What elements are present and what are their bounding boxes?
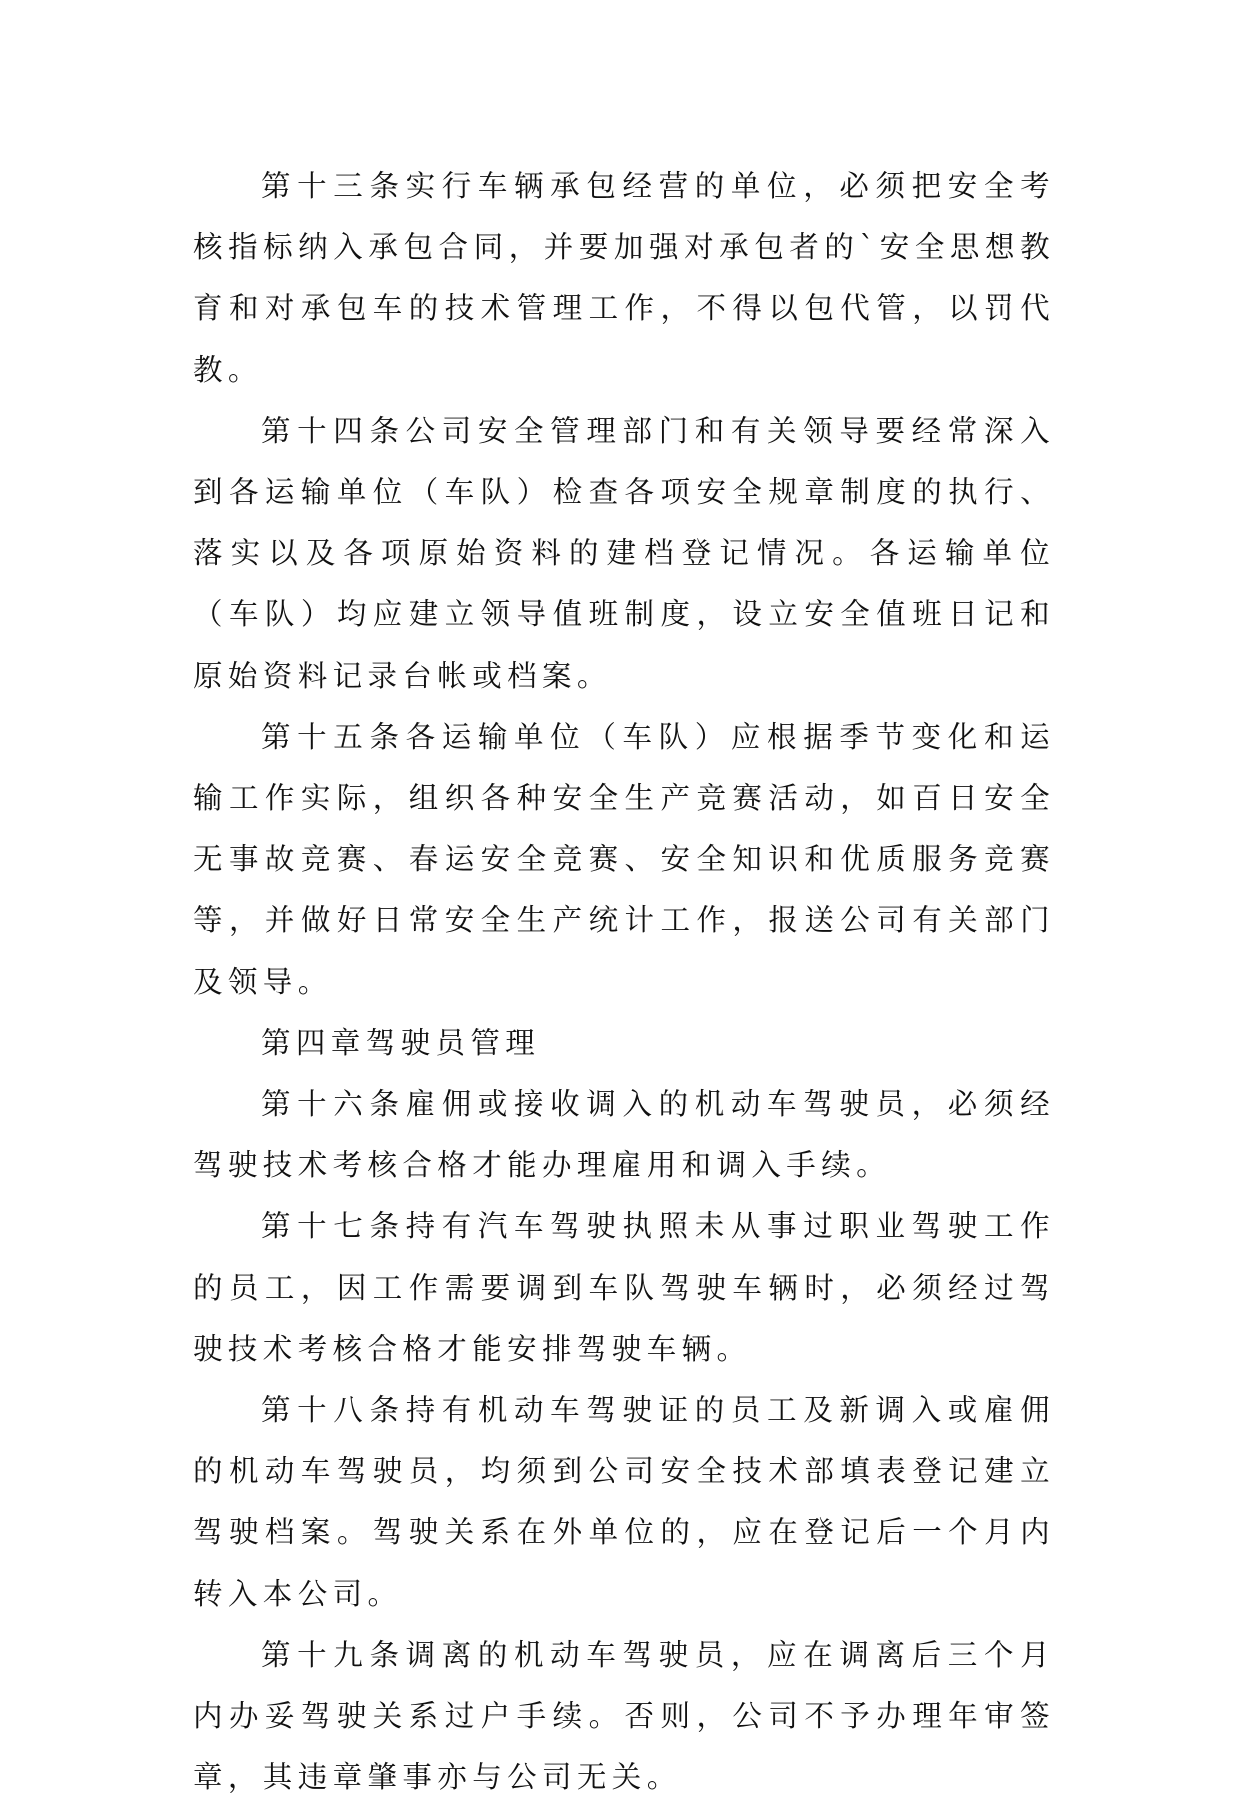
document-body [193, 156, 1055, 1808]
chapter-heading: 第四章驾驶员管理 [261, 1025, 541, 1060]
article-16-paragraph: 第十六条雇佣或接收调入的机动车驾驶员，必须经驾驶技术考核合格才能办理雇用和调入手续。 [193, 1087, 1055, 1183]
article-13-paragraph: 第十三条实行车辆承包经营的单位，必须把安全考核指标纳入承包合同，并要加强对承包者的`安全思想教育和对承包车的技术管理工作，不得以包代管，以罚代教。 [193, 169, 1055, 387]
article-15-paragraph: 第十五条各运输单位（车队）应根据季节变化和运输工作实际，组织各种安全生产竞赛活动，如百日安全无事故竞赛、春运安全竞赛、安全知识和优质服务竞赛等，并做好日常安全生产统计工作，报送公司有关部门及领导。 [193, 719, 1055, 999]
article-17-paragraph: 第十七条持有汽车驾驶执照未从事过职业驾驶工作的员工，因工作需要调到车队驾驶车辆时，必须经过驾驶技术考核合格才能安排驾驶车辆。 [193, 1209, 1055, 1366]
article-14-paragraph: 第十四条公司安全管理部门和有关领导要经常深入到各运输单位（车队）检查各项安全规章制度的执行、落实以及各项原始资料的建档登记情况。各运输单位（车队）均应建立领导值班制度，设立安全值班日记和原始资料记录台帐或档案。 [193, 413, 1055, 693]
article-19-paragraph: 第十九条调离的机动车驾驶员，应在调离后三个月内办妥驾驶关系过户手续。否则，公司不予办理年审签章，其违章肇事亦与公司无关。 [193, 1637, 1055, 1795]
article-18-paragraph: 第十八条持有机动车驾驶证的员工及新调入或雇佣的机动车驾驶员，均须到公司安全技术部填表登记建立驾驶档案。驾驶关系在外单位的，应在登记后一个月内转入本公司。 [193, 1393, 1055, 1611]
